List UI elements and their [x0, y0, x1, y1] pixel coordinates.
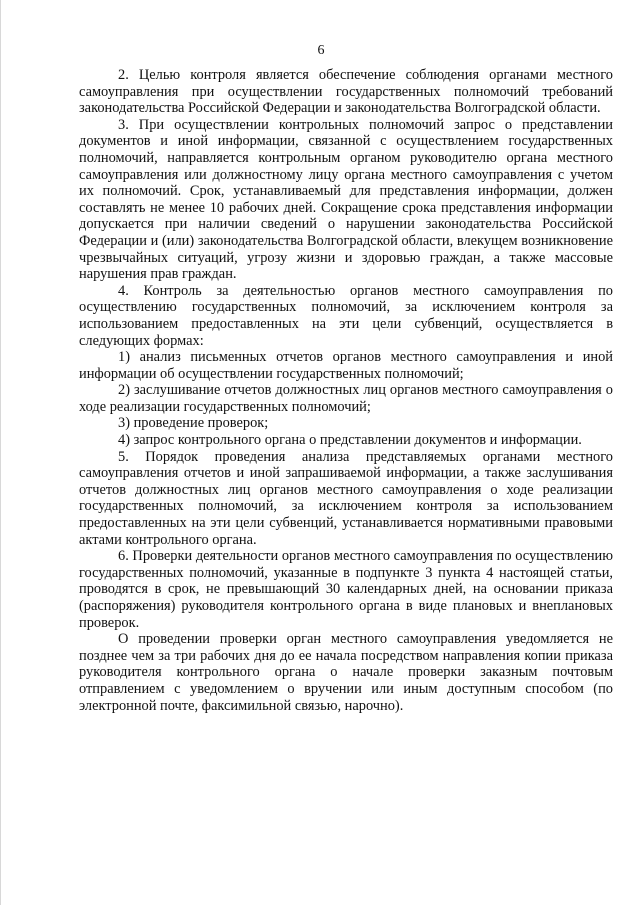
- list-item-1: 1) анализ письменных отчетов органов местного самоуправления и иной информации об осуществлении государственных полномочий;: [79, 349, 613, 382]
- paragraph-2: 2. Целью контроля является обеспечение соблюдения органами местного самоуправления при осуществлении государственных полномочий требований законодательства Российской Федерации и законодательства Волгоградской области.: [79, 67, 613, 117]
- list-item-2: 2) заслушивание отчетов должностных лиц органов местного самоуправления о ходе реализации государственных полномочий;: [79, 382, 613, 415]
- list-item-3: 3) проведение проверок;: [118, 415, 269, 432]
- page-number: 6: [317, 43, 325, 58]
- paragraph-3: 3. При осуществлении контрольных полномочий запрос о представлении документов и иной информации, связанной с осуществлением государственных полномочий, направляется контрольным органом руководителю органа местного самоуправления или должностному лицу органа местного самоуправления с учетом их полномочий. Срок, устанавливаемый для представления информации, должен составлять не менее 10 рабочих дней. Сокращение срока представления информации допускается при наличии сведений о нарушении законодательства Российской Федерации и (или) законодательства Волгоградской области, влекущем возникновение чрезвычайных ситуаций, угрозу жизни и здоровью граждан, а также массовые нарушения прав граждан.: [79, 116, 613, 283]
- paragraph-notification: О проведении проверки орган местного самоуправления уведомляется не позднее чем за три рабочих дня до ее начала посредством направления копии приказа руководителя контрольного органа о начале проверки заказным почтовым отправлением с уведомлением о вручении или иным доступным способом (по электронной почте, факсимильной связью, нарочно).: [79, 631, 613, 714]
- paragraph-6: 6. Проверки деятельности органов местного самоуправления по осуществлению государственных полномочий, указанные в подпункте 3 пункта 4 настоящей статьи, проводятся в срок, не превышающий 30 календарных дней, на основании приказа (распоряжения) руководителя контрольного органа в виде плановых и внеплановых проверок.: [79, 548, 613, 631]
- body-text: [79, 67, 613, 714]
- paragraph-5: 5. Порядок проведения анализа представляемых органами местного самоуправления отчетов и иной запрашиваемой информации, а также заслушивания отчетов должностных лиц органов местного самоуправления о ходе реализации государственных полномочий, за исключением контроля за использованием предоставленных на эти цели субвенций, устанавливается нормативными правовыми актами контрольного органа.: [79, 448, 613, 548]
- list-item-4: 4) запрос контрольного органа о представлении документов и информации.: [118, 432, 582, 449]
- paragraph-4: 4. Контроль за деятельностью органов местного самоуправления по осуществлению государственных полномочий, за исключением контроля за использованием предоставленных на эти цели субвенций, осуществляется в следующих формах:: [79, 282, 613, 349]
